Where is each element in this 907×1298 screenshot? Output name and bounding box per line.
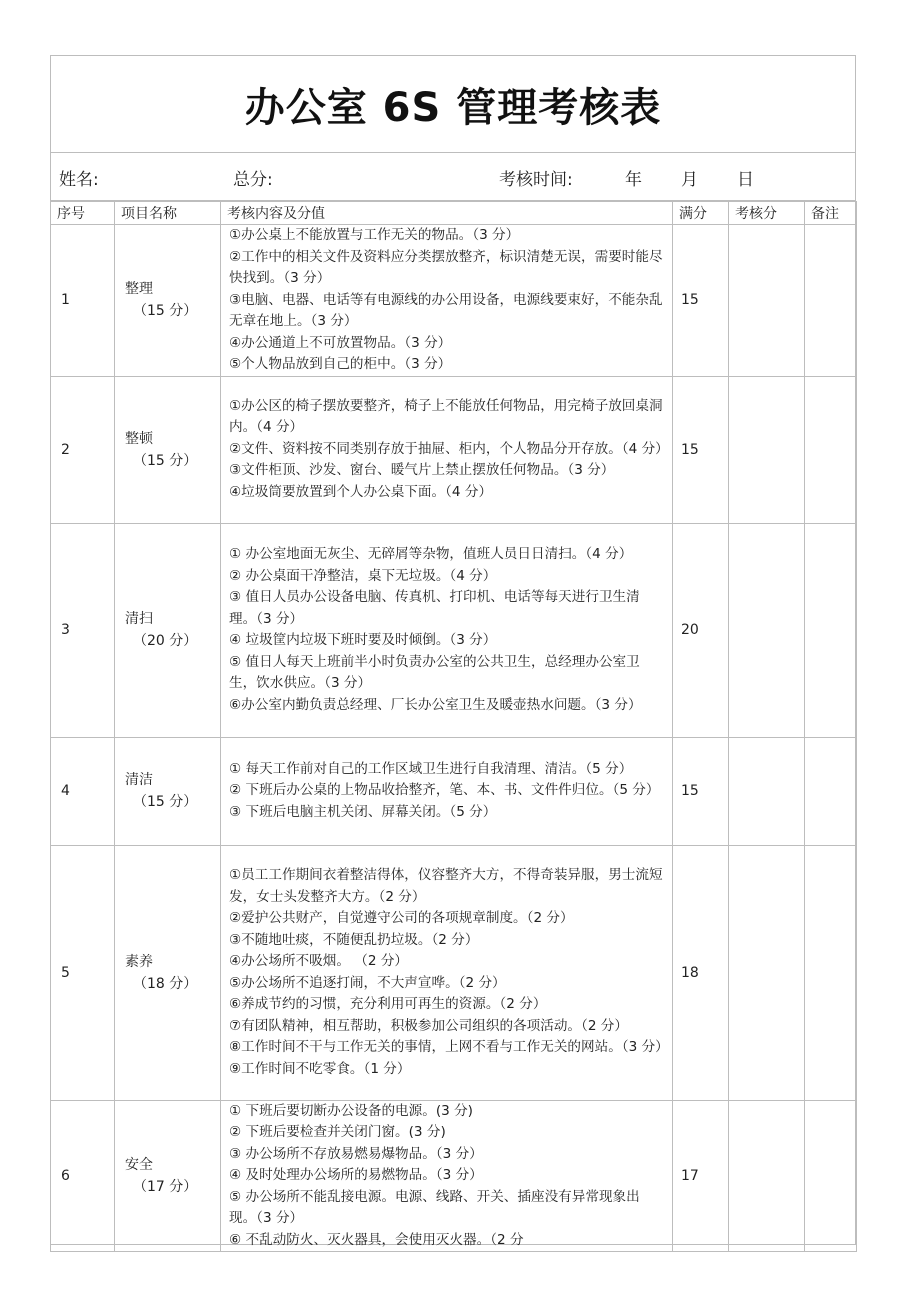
content-item: ② 下班后办公桌的上物品收拾整齐，笔、本、书、文件件归位。（5 分） [229,782,660,799]
content-item: ⑤办公场所不追逐打闹，不大声宣哗。（2 分） [229,974,506,991]
full-score: 18 [673,845,729,1100]
item-score: （20 分） [133,633,198,649]
item-name: 素养 [125,953,153,970]
content-item: ⑥办公室内勤负责总经理、厂长办公室卫生及暖壶热水问题。（3 分） [229,696,642,713]
remarks-cell[interactable] [805,845,857,1100]
name-label: 姓名: [59,170,99,190]
content-item: ②文件、资料按不同类别存放于抽屉、柜内，个人物品分开存放。（4 分） [229,440,669,457]
content-item: ① 下班后要切断办公设备的电源。(3 分) [229,1102,473,1119]
content-item: ⑤ 值日人每天上班前半小时负责办公室的公共卫生，总经理办公室卫生，饮水供应。（3 分） [229,653,640,691]
content-item: ③文件柜顶、沙发、窗台、暖气片上禁止摆放任何物品。（3 分） [229,462,615,479]
table-row [51,1100,857,1252]
full-score: 15 [673,737,729,845]
content-item: ①办公区的椅子摆放要整齐，椅子上不能放任何物品，用完椅子放回桌洞内。（4 分） [229,397,663,436]
remarks-cell[interactable] [805,225,857,377]
table-row [51,376,857,523]
row-number: 2 [51,376,115,523]
item-score: （18 分） [133,975,198,992]
remarks-cell[interactable] [805,523,857,737]
content-cell [221,845,673,1100]
content-item: ③ 下班后电脑主机关闭、屏幕关闭。（5 分） [229,803,497,820]
header-full-score: 满分 [673,202,729,225]
item-name-cell [115,845,221,1100]
item-name-cell [115,737,221,845]
assessed-score-cell[interactable] [729,737,805,845]
content-cell [221,523,673,737]
content-cell [221,737,673,845]
content-item: ① 每天工作前对自己的工作区域卫生进行自我清理、清洁。（5 分） [229,760,633,777]
header-no: 序号 [51,202,115,225]
assessed-score-cell[interactable] [729,376,805,523]
assessed-score-cell[interactable] [729,845,805,1100]
item-score: （15 分） [133,452,198,469]
content-item: ②工作中的相关文件及资料应分类摆放整齐，标识清楚无误，需要时能尽快找到。（3 分） [229,248,663,286]
full-score: 17 [673,1100,729,1252]
item-name-cell [115,1100,221,1252]
page-title: 办公室 6S 管理考核表 [51,56,855,153]
header-assessed-score: 考核分 [729,202,805,225]
content-item: ⑧工作时间不干与工作无关的事情，上网不看与工作无关的网站。（3 分） [229,1039,669,1055]
assessment-sheet [50,55,856,1248]
blur-overlay [641,1278,881,1298]
row-number: 3 [51,523,115,737]
content-item: ① 办公室地面无灰尘、无碎屑等杂物，值班人员日日清扫。（4 分） [229,546,633,562]
content-item: ⑥ 不乱动防火、灭火器具，会使用灭火器。（2 分 [229,1231,524,1248]
assessed-score-cell[interactable] [729,1100,805,1252]
item-name-cell [115,523,221,737]
table-row [51,737,857,845]
content-item: ② 办公桌面干净整洁，桌下无垃圾。（4 分） [229,567,497,584]
content-item: ⑤个人物品放到自己的柜中。（3 分） [229,356,452,372]
header-row [51,202,857,225]
header-content: 考核内容及分值 [221,202,673,225]
table-row [51,845,857,1100]
item-name-cell [115,225,221,377]
full-score: 15 [673,376,729,523]
day-label: 日 [737,170,754,190]
content-item: ③不随地吐痰，不随便乱扔垃圾。（2 分） [229,931,479,948]
assessed-score-cell[interactable] [729,523,805,737]
content-item: ⑤ 办公场所不能乱接电源。电源、线路、开关、插座没有异常现象出现。（3 分） [229,1188,640,1226]
header-remarks: 备注 [805,202,857,225]
item-score: （15 分） [133,303,198,320]
content-cell [221,1100,673,1252]
item-name: 清洁 [125,772,153,788]
content-item: ③电脑、电器、电话等有电源线的办公用设备，电源线要束好，不能杂乱无章在地上。（3 分） [229,291,663,329]
table-row [51,225,857,377]
content-item: ③ 值日人员办公设备电脑、传真机、打印机、电话等每天进行卫生清理。（3 分） [229,589,640,627]
content-item: ①办公桌上不能放置与工作无关的物品。（3 分） [229,227,520,243]
content-item: ④办公通道上不可放置物品。（3 分） [229,334,452,351]
full-score: 20 [673,523,729,737]
item-score: （17 分） [133,1178,198,1195]
item-name: 整顿 [125,430,153,447]
header-item-name: 项目名称 [115,202,221,225]
item-name: 安全 [125,1156,153,1173]
content-item: ⑥养成节约的习惯，充分利用可再生的资源。（2 分） [229,996,547,1012]
row-number: 5 [51,845,115,1100]
remarks-cell[interactable] [805,376,857,523]
full-score: 15 [673,225,729,377]
time-label: 考核时间: [499,170,573,190]
remarks-cell[interactable] [805,737,857,845]
total-label: 总分: [233,170,273,190]
item-name-cell [115,376,221,523]
content-item: ⑦有团队精神，相互帮助，积极参加公司组织的各项活动。（2 分） [229,1017,628,1034]
content-item: ⑨工作时间不吃零食。（1 分） [229,1060,411,1077]
content-item: ② 下班后要检查并关闭门窗。(3 分) [229,1124,446,1140]
meta-row [51,153,855,201]
content-item: ④ 垃圾筐内垃圾下班时要及时倾倒。（3 分） [229,632,497,648]
month-label: 月 [681,170,698,190]
content-cell [221,225,673,377]
content-cell [221,376,673,523]
content-item: ④办公场所不吸烟。 （2 分） [229,953,409,969]
row-number: 1 [51,225,115,377]
content-item: ③ 办公场所不存放易燃易爆物品。（3 分） [229,1145,483,1162]
item-name: 清扫 [125,611,153,627]
row-number: 6 [51,1100,115,1252]
item-name: 整理 [125,281,153,298]
item-score: （15 分） [133,794,198,810]
remarks-cell[interactable] [805,1100,857,1252]
content-item: ①员工工作期间衣着整洁得体，仪容整齐大方，不得奇装异服，男士流短发，女士头发整齐大方。（2 分） [229,867,663,905]
table-row [51,523,857,737]
content-item: ④ 及时处理办公场所的易燃物品。（3 分） [229,1167,483,1183]
assessment-table [50,201,857,1252]
row-number: 4 [51,737,115,845]
year-label: 年 [625,170,642,190]
content-item: ②爱护公共财产，自觉遵守公司的各项规章制度。（2 分） [229,910,574,926]
assessed-score-cell[interactable] [729,225,805,377]
content-item: ④垃圾筒要放置到个人办公桌下面。（4 分） [229,483,493,500]
